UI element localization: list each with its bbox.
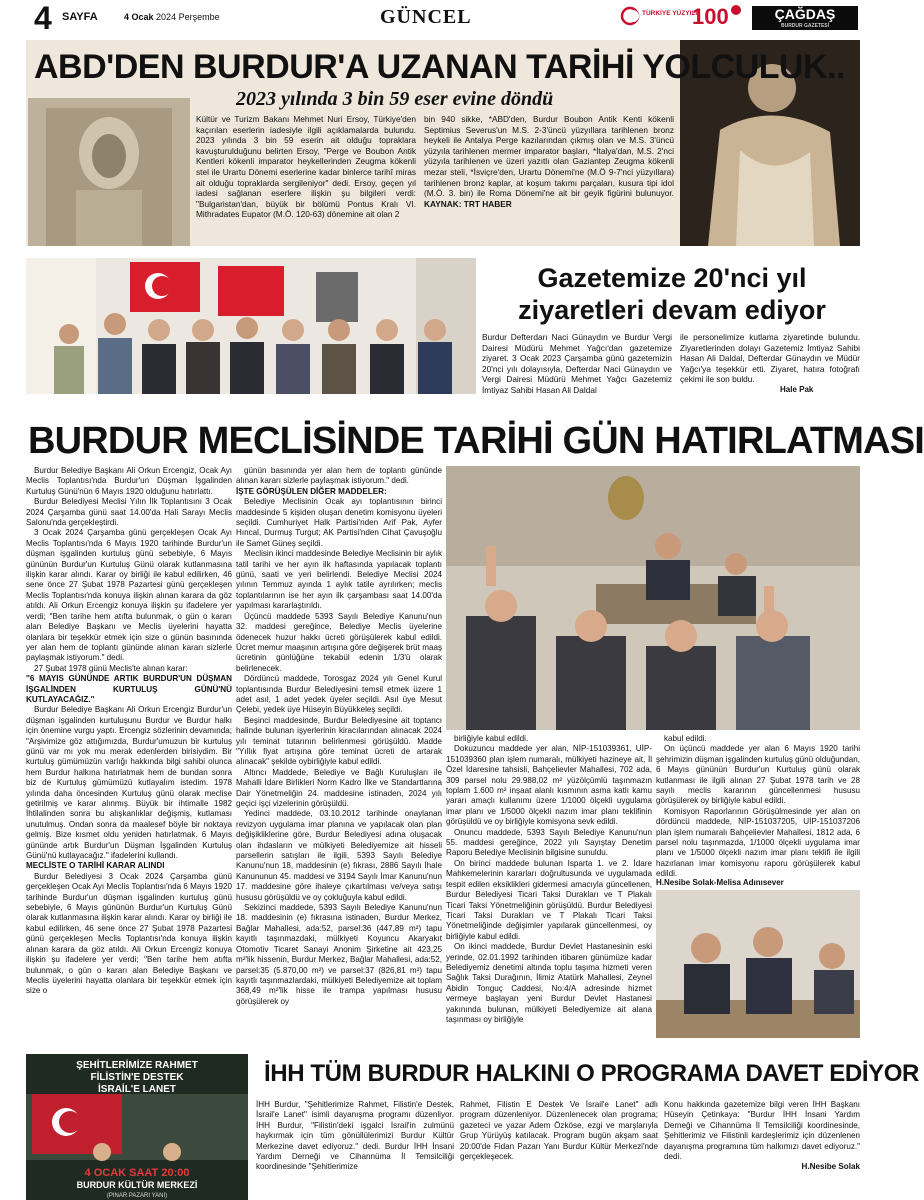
article-1-headline: ABD'DEN BURDUR'A UZANAN TARİHİ YOLCULUK.. [34,48,846,86]
masthead [0,0,862,36]
svg-text:4 OCAK SAAT 20:00: 4 OCAK SAAT 20:00 [84,1167,190,1179]
article-4-column-3: Konu hakkında gazetemize bilgi veren İHH Başkanı Hüseyin Çetinkaya: "Burdur İHH İnsani Yardım Derneği ve Cihannüma İl Temsilciliği koordinesinde, Şehitlerimiz ve Filistinli kardeşlerimiz için düzenlenen dayanışma programına tüm halkımızı davet ediyoruz." dedi. H.Nesibe Solak [664,1100,860,1172]
article-3-photo-caption: H.Nesibe Solak-Melisa Adınısever [656,878,784,887]
article-2-headline: Gazetemize 20'nci yıl ziyaretleri devam ediyor [518,263,826,325]
newspaper-logo: ÇAĞDAŞ BURDUR GAZETESİ [752,6,858,30]
svg-text:ŞEHİTLERİMİZE RAHMET: ŞEHİTLERİMİZE RAHMET [76,1060,198,1071]
article-3-column-4: kabul edildi. On üçüncü maddede yer alan 6 Mayıs 1920 tarihi şehrimizin düşman işgalinden kurtuluş günü olduğundan, 6 Mayıs gününün Burdur'un Kurtuluş günü olarak kutlanması ile ilgili alınan 27 Şubat 1978 tarih ve 28 sayılı meclis kararının güncellenmesi hususu görüşülerek oy birliğiyle kabul edildi. Komisyon Raporlarının Görüşülmesinde yer alan on dördüncü maddede, NİP-151037205, UİP-151037206 plan işlem numaralı Bahçelievler Mahallesi, 1812 ada, 6 parsel nolu taşınmazda, 1/1000 ölçekli uygulama imar planı ve 1/5000 ölçekli nazım imar planı teklifi ile ilgili hazırlanan imar komisyonu raporu görüşülerek kabul edildi. [656,734,860,879]
event-poster-image [26,1054,248,1200]
svg-text:100: 100 [692,4,729,29]
article-4-column-2: Rahmet, Filistin E Destek Ve İsrail'e Lanet" adlı program düzenleniyor. Düzenlenecek olan programa; gazeteci ve yazar Adem Özköse, ezgi ve marşlarıyla Grup Yürüyüş katılacak. Program bugün akşam saat 20:00'de Fidan Pazarı Yanı Burdur Kültür Merkezi'nde gerçekleşecek. [460,1100,658,1162]
svg-text:(PINAR PAZARI YANI): (PINAR PAZARI YANI) [106,1193,168,1199]
article-2-column-2: ile personelimize kutlama ziyaretinde bulundu. Ziyaretlerinden dolayı Gazetemiz İmtiyaz Sahibi Hasan Ali Daldal, Defterdar Günaydın ve Müdür Yağcı'ya teşekkür etti. Ziyaret, hatıra fotoğrafı çekimi ile son buldu. [680,332,860,385]
council-meeting-photo [446,466,860,730]
article-4-column-1: İHH Burdur, "Şehitlerimize Rahmet, Filistin'e Destek, İsrail'e Lanet" isimli dayanışma programı düzenliyor. İHH Burdur, "Filistin'deki işgalci İsrail'in zulmünü haykırmak için tüm gönüllülerimizi Burdur Kültür Merkezine davet ediyoruz." dedi. Burdur İHH İnsani Yardım Derneği ve Cihannüma İl Temsilciliği koordinesinde "Şehitlerimize [256,1100,454,1172]
article-1-column-2: bin 940 sikke, *ABD'den, Burdur Boubon Antik Kenti kökenli Septimius Severus'un M.S. 2-3'üncü yüzyıllara tarihlenen bronz heykeli ile Antalya Perge kazılarından çıkmış olan ve M.S. 3'üncü yüzyıla tarihlenen mermer imparator başları, *İtalya'dan, M.S. 2'nci yüzyıla tarihlenen ve üzeri yazıtlı olan Gaziantep Zeugma kökenli mezar steli, *İsviçre'den, Urartu Dönemi'ne (M.Ö 9-7'nci yüzyıllara) tarihlenen bronz kaplar, at koşum takımı parçaları, kusura tipi idol (M.Ö. 3. bin) ile Roma Dönemi'ne ait bir geyik figürini bulunuyor. KAYNAK: TRT HABER [424,114,674,209]
council-officials-photo [656,890,860,1038]
svg-text:FİLİSTİN'E DESTEK: FİLİSTİN'E DESTEK [90,1072,184,1083]
svg-text:BURDUR KÜLTÜR MERKEZİ: BURDUR KÜLTÜR MERKEZİ [76,1180,198,1190]
100-years-logo [690,2,744,32]
page-word: SAYFA [62,11,98,23]
article-4-headline: İHH TÜM BURDUR HALKINI O PROGRAMA DAVET EDİYOR [264,1060,919,1087]
article-1-column-1: Kültür ve Turizm Bakanı Mehmet Nuri Ersoy, Türkiye'den kaçırılan eserlerin iadesiyle ilgili açıklamalarda bulundu. 2023 yılında 3 bin 59 eserin ait olduğu topraklara kavuşturulduğunu belirten Ersoy, "Perge ve Boubon Antik Kentleri kökenli imparator heykellerinden Zeugma kökenli stel ile Urartu Dönemi eserlerine kadar binlerce tarihî miras ait olduğu topraklarda sergileniyor" dedi. Ersoy, geçen yıl iadesi sağlanan eserlere ilişkin şu bilgileri verdi: "Bulgaristan'dan, büyük bir bölümü Pontus Kralı VI. Mithradates Eupator (M.Ö. 120-63) dönemine ait olan 2 [196,114,416,220]
article-1-subheadline: 2023 yılında 3 bin 59 eser evine döndü [236,88,554,110]
article-3-column-3: birliğiyle kabul edildi. Dokuzuncu maddede yer alan, NİP-151039361, UİP-151039360 plan işlem numaralı, mülkiyeti hazineye ait, İl Özel İdaresine tahsisli, Bahçelievler Mahallesi, 702 ada, 309 parsel nolu 29.988,02 m² yüzölçümlü taşınmazın toplam 1.600 m² inşaat alanlı kısmının asma katlı kamu yararı amaçlı kullanımı üzere 1/1000 ölçekli uygulama imar planı ve 1/5000 ölçekli nazım imar planı teklifinin görüşüldü ve oy birliğiyle komisyona sevk edildi. Onuncu maddede, 5393 Sayılı Belediye Kanunu'nun 55. maddesi gereğince, 2022 yılı Sayıştay Denetim Raporu Belediye Meclisinin bilgisine sunuldu. On birinci maddede bulunan Isparta 1. ve 2. İdare Mahkemelerinin kararları doğrultusunda ve uygulamada tespit edilen eksiklikleri gidermesi amacıyla güncellenen, Burdur Belediyesi Ticari Taksi Durakları ve T Plakalı Ticari Taksi Yönetmeliğinin görüşüldü. Burdur Belediyesi Ticari Taksi Durakları ve T Plakalı Ticari Taksi Yönetmeliğinde değişimler yapılarak güncellenmesi, oy birliğiyle kabul edildi. On ikinci maddede, Burdur Devlet Hastanesinin eski yerinde, 02.01.1992 tarihinden itibaren günümüze kadar Belediyemiz denetimi altında toplu taşıma hizmeti veren Sağlık Taksi Durağının, İlimiz Atatürk Mahallesi, Zeynel Abidin Tonguç Caddesi, No:4/A adresinde hizmet vermeye başlayan yeni Burdur Devlet Hastanesi yakınında bulunan, mülkiyeti Belediyemize ait alana taşınması oy birliğiyle [446,734,652,1024]
funerary-stele-image [28,98,190,246]
svg-text:İSRAİL'E LANET: İSRAİL'E LANET [98,1084,176,1095]
article-4-author: H.Nesibe Solak [801,1162,860,1172]
article-3-headline: BURDUR MECLİSİNDE TARİHİ GÜN HATIRLATMASI [28,420,924,462]
article-3-column-2: günün basınında yer alan hem de toplantı gününde alınan kararı sizlerle paylaşmak istiyorum." dedi. İŞTE GÖRÜŞÜLEN DİĞER MADDELER: Belediye Meclisinin Ocak ayı toplantısının birinci maddesinde 5 kişiden oluşan denetim komisyonu üyeleri seçildi. Cumhuriyet Halk Partisi'nden Arif Pak, Ayfer Hıncal, Durmuş Turgut; AK Partisi'nden Cihat Çavuşoğlu ile Samet Güneş seçildi. Meclisin ikinci maddesinde Belediye Meclisinin bir aylık tatil tarihi ve her ayın ilk haftasında yapılacak toplantı günü, saati ve yeri belirlendi. Belediye Meclisi 2024 yılının Temmuz ayında 1 aylık tatile ayrılırken; meclis toplantılarının ise her ayın ilk çarşambası saat 14.00'da yapılması kararlaştırıldı. Üçüncü maddede 5393 Sayılı Belediye Kanunu'nun 32. maddesi gereğince, Belediye Meclis üyelerine ödenecek huzur hakkı ücreti görüşülerek kabul edildi. Ücret memur maaşının artışına göre değişerek brüt maaş ücretinin günlüğüne tekabül edenin 1/3'ü olarak belirlenecek. Dördüncü maddede, Torosgaz 2024 yılı Genel Kurul toplantısında Burdur Belediyesini temsil etmek üzere 1 adet asıl, 1 adet yedek üyeler seçildi. Asıl üye Mesut Çelebi, yedek üye Hüseyin Büyükkeleş seçildi. Beşinci maddesinde, Burdur Belediyesine ait toptancı halinde bulunan işyerlerinin kiracılarından alınacak 2024 yılı teminat tutarının belirlenmesi görüşüldü. Madde "Yıllık fiyat artışına göre teminat ücreti de artarak alınacak" şekilde oybirliğiyle kabul edildi. Altıncı Maddede, Belediye ve Bağlı Kuruluşları ile Mahalli İdare Birlikleri Norm Kadro İlke ve Standartlarına Dair Yönetmeliğin 24. maddesine istinaden, 2024 yılı geçici işçi vizelerinin görüşüldü. Yedinci maddede, 03.10.2012 tarihinde onaylanan revizyon uygulama imar planına ve yapılacak olan plan değişikliklerine göre, Burdur Belediyesi adına oluşacak olan ihdasların ve mülkiyeti Belediyemize ait hisseli parsellerin satışları ile ilgili, 5393 Sayılı Belediye Kanunu'nun 18, maddesinin (e) fıkrası, 2886 Sayılı İhale Kanununun 45. maddesi ve 3194 Sayılı İmar Kanunu'nun 17. maddesine göre ihaleye çıkartılması ve/veya satışı hususu görüşüldü ve oy çokluğuyla kabul edildi. Sekizinci maddede, 5393 Sayılı Belediye Kanunu'nun 18. maddesinin (e) fıkrasına istinaden, Burdur Merkez, Bağlar Mahallesi, ada:52, parsel:36 (447,89 m²) tapu kayıtlı taşınmazdaki, mülkiyeti Koyuncu Akaryakıt Otomotiv Ticaret Sanayi Anonim Şirketine ait 423,25 m²'lik hissenin, Burdur Merkez, Bağlar Mahallesi, ada:52, parsel:35 (5.870,00 m²) ve parsel:37 (826,81 m²) tapu kayıtlı taşınmazlardaki, mülkiyeti Belediyemize ait toplam 368,49 m²'lik hisse ile trampa yapılması hususu görüşülerek oy [236,466,442,1006]
issue-date: 4 Ocak 2024 Perşembe [124,12,220,22]
page-number: 4 [34,0,52,36]
article-3-column-1: Burdur Belediye Başkanı Ali Orkun Ercengiz, Ocak Ayı Meclis Toplantısı'nda Burdur'un Düşman İşgalinden Kurtuluş Günü'nün 6 Mayıs 1920 olduğunu hatırlattı. Burdur Belediyesi Meclisi Yılın İlk Toplantısını 3 Ocak 2024 Çarşamba günü saat 14.00'da Hali Sarayı Meclis Salonu'nda gerçekleştirdi. 3 Ocak 2024 Çarşamba günü gerçekleşen Ocak Ayı Meclis Toplantısı'nda 6 Mayıs 1920 tarihinde Burdur'un düşman işgalinden kurtuluş günü sebebiyle, 6 Mayıs gününün Burdur'un Kurtuluş Günü olarak kutlanmasına ilişkin karar alındı. Karar oy birliği ile kabul edilirken, 46 sene önce 27 Şubat 1978 Pazartesi günü gerçekleşen Meclis Toplantısı'nda konuya ilişkin alınan karara da göz atıldı. Ali Orkun Ercengiz konuya ilişkin şu ifadelere yer verdi; "Ben tarihe hem atıfta bulunmak, o gün o kararı alan Belediye Başkanı ve Meclis üyelerini hayatta olanlara bir teşekkür etmek için size o günün basınında yer alan hem de toplantı gününde alınan kararı sizlerle paylaşmak istiyorum." dedi. 27 Şubat 1978 günü Meclis'te alınan karar: "6 MAYIS GÜNÜNDE ARTIK BURDUR'UN DÜŞMAN İŞGALİNDEN KURTULUŞ GÜNÜ'NÜ KUTLAYACAĞIZ." Burdur Belediye Başkanı Ali Orkun Ercengiz Burdur'un düşman işgalinden kurtuluşunu Burdur ve Burdur halkı için önemine vurgu yaptı. Ercengiz sözlerinin devamında; "Arşivimize göz attığımızda, Burdur'umuzun bir kurtuluş günü var mı yok mu merak edenlerden birisiydim. Bir kurtuluş gümümüzün varlığı hakkında bilgi sahibi olunca hem Burdur halkına hatırlatmak hem de bundan sonra biz de Kurtuluş gümümüzü kutlayalım istedim. 1978 yılında daha öncesinden Kurtuluş günü olarak meclise getirilmiş ve karar alınmış. Büyük bir ihtimalle 1982 İhtilalinden sonra bu alışkanlıklar değişmiş, kutlaması unutulmuş. Ondan sonra da maalesef böyle bir noktaya gelmiş. Bize kısmet oldu yeniden hatırlatmak. 6 Mayıs gününde artık Burdur'un Düşman İşgalinden Kurtuluş Günü'nü kutlayacağız." ifadelerini kullandı. MECLİSTE O TARİHİ KARAR ALINDI Burdur Belediyesi 3 Ocak 2024 Çarşamba günü gerçekleşen Ocak Ayı Meclis Toplantısı'nda 6 Mayıs 1920 tarihinde Burdur'un düşman işgalinden kurtuluş günü sebebiyle, 6 Mayıs gününün Burdur'un Kurtuluş Günü olarak kutlanmasına ilişkin karar alındı. Karar oy birliği ile kabul edilirken, 46 sene önce 27 Şubat 1978 Pazartesi günü gerçekleşen Meclis Toplantısı'nda konuya ilişkin alınan karara da göz atıldı. Ali Orkun Ercengiz konuya ilişkin şu ifadelere yer verdi; "Ben tarihe hem atıfta bulunmak, o gün o kararı alan Belediye Başkanı ve Meclis üyelerini hayatta olanlara bir teşekkür etmek için size o [26,466,232,996]
section-title: GÜNCEL [380,6,472,28]
turkiye-yuzyili-logo [620,3,698,31]
visit-group-photo [26,258,476,394]
article-2-column-1: Burdur Defterdarı Naci Günaydın ve Burdur Vergi Dairesi Müdürü Mehmet Yağcı'dan gazetemize ziyaret. 3 Ocak 2023 Çarşamba günü gazetemizin 20'nci yılı dolayısıyla, Defterdar Naci Günaydın ve Vergi Dairesi Müdürü Mehmet Yağcı Gazetemiz İmtiyaz Sahibi Hasan Ali Daldal [482,332,672,395]
svg-text:TÜRKİYE YÜZYILI: TÜRKİYE YÜZYILI [642,10,698,17]
article-1-source: KAYNAK: TRT HABER [424,198,512,209]
article-2-author: Hale Pak [780,385,814,394]
